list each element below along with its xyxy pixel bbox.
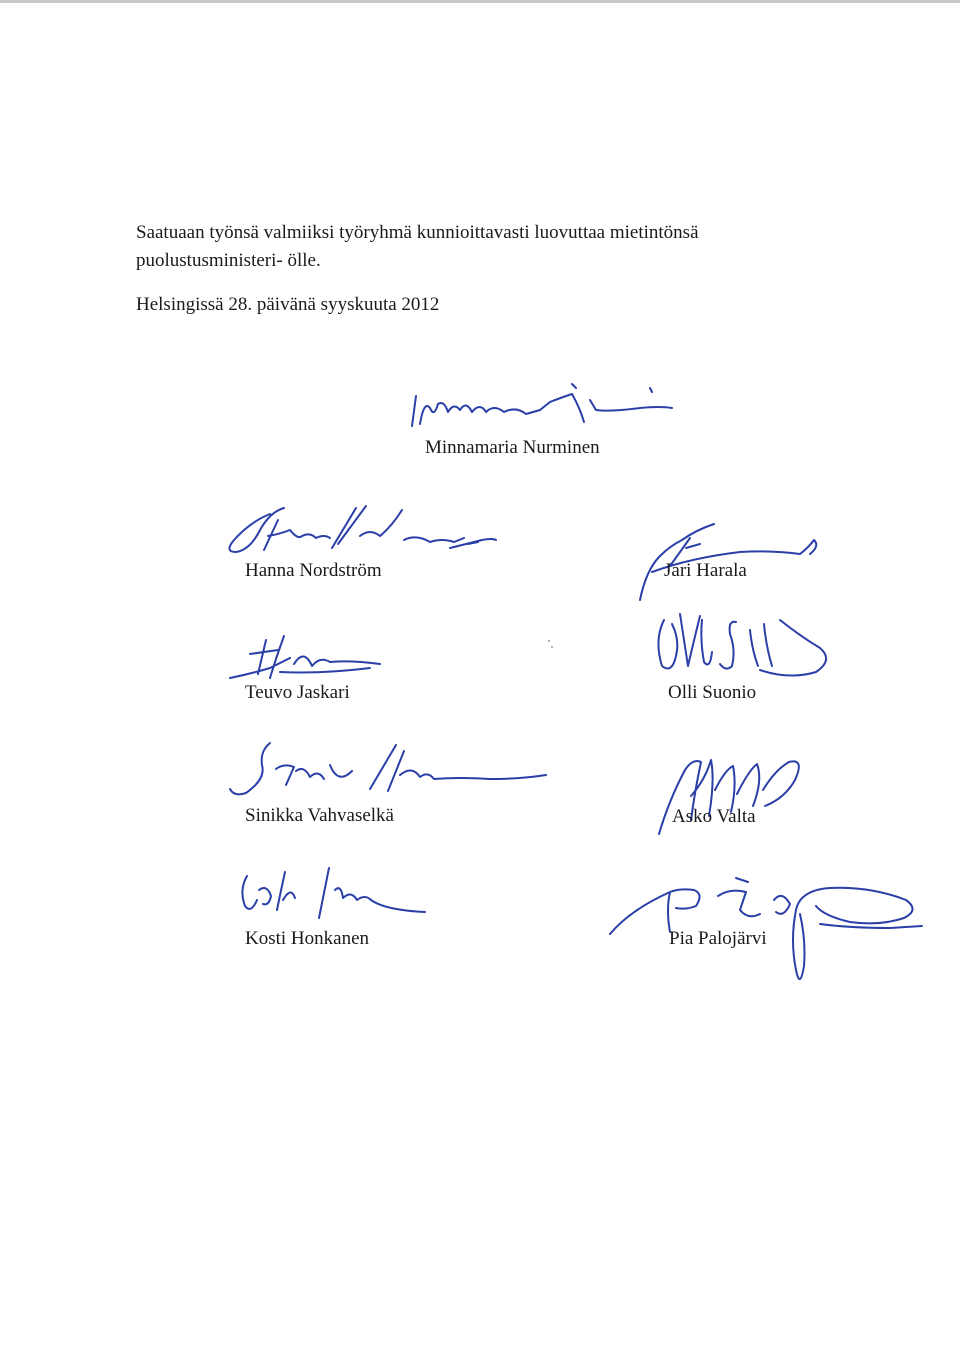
signatory-name-hanna-nordstrom: Hanna Nordström [245, 560, 382, 581]
scan-edge [0, 0, 960, 3]
signature-sinikka-vahvaselka [220, 735, 550, 810]
signatory-name-olli-suonio: Olli Suonio [668, 682, 757, 703]
signatory-name-kosti-honkanen: Kosti Honkanen [245, 928, 370, 949]
date-line: Helsingissä 28. päivänä syyskuuta 2012 [136, 294, 440, 315]
signatory-name-asko-valta: Asko Valta [672, 806, 756, 827]
signatory-name-pia-palojarvi: Pia Palojärvi [669, 928, 767, 949]
closing-paragraph: Saatuaan työnsä valmiiksi työryhmä kunnioittavasti luovuttaa mietintönsä puolustusministeri- ölle. [136, 222, 699, 271]
signature-kosti-honkanen [225, 860, 435, 930]
signature-teuvo-jaskari [220, 628, 400, 688]
signatory-name-sinikka-vahvaselka: Sinikka Vahvaselkä [245, 805, 394, 826]
scan-speck [551, 646, 553, 648]
signatory-name-chair: Minnamaria Nurminen [425, 437, 600, 458]
scan-speck [548, 640, 550, 642]
signature-minnamaria-nurminen [400, 378, 690, 438]
signature-olli-suonio [640, 600, 840, 690]
signatory-name-teuvo-jaskari: Teuvo Jaskari [245, 682, 350, 703]
signatory-name-jari-harala: Jari Harala [664, 560, 747, 581]
